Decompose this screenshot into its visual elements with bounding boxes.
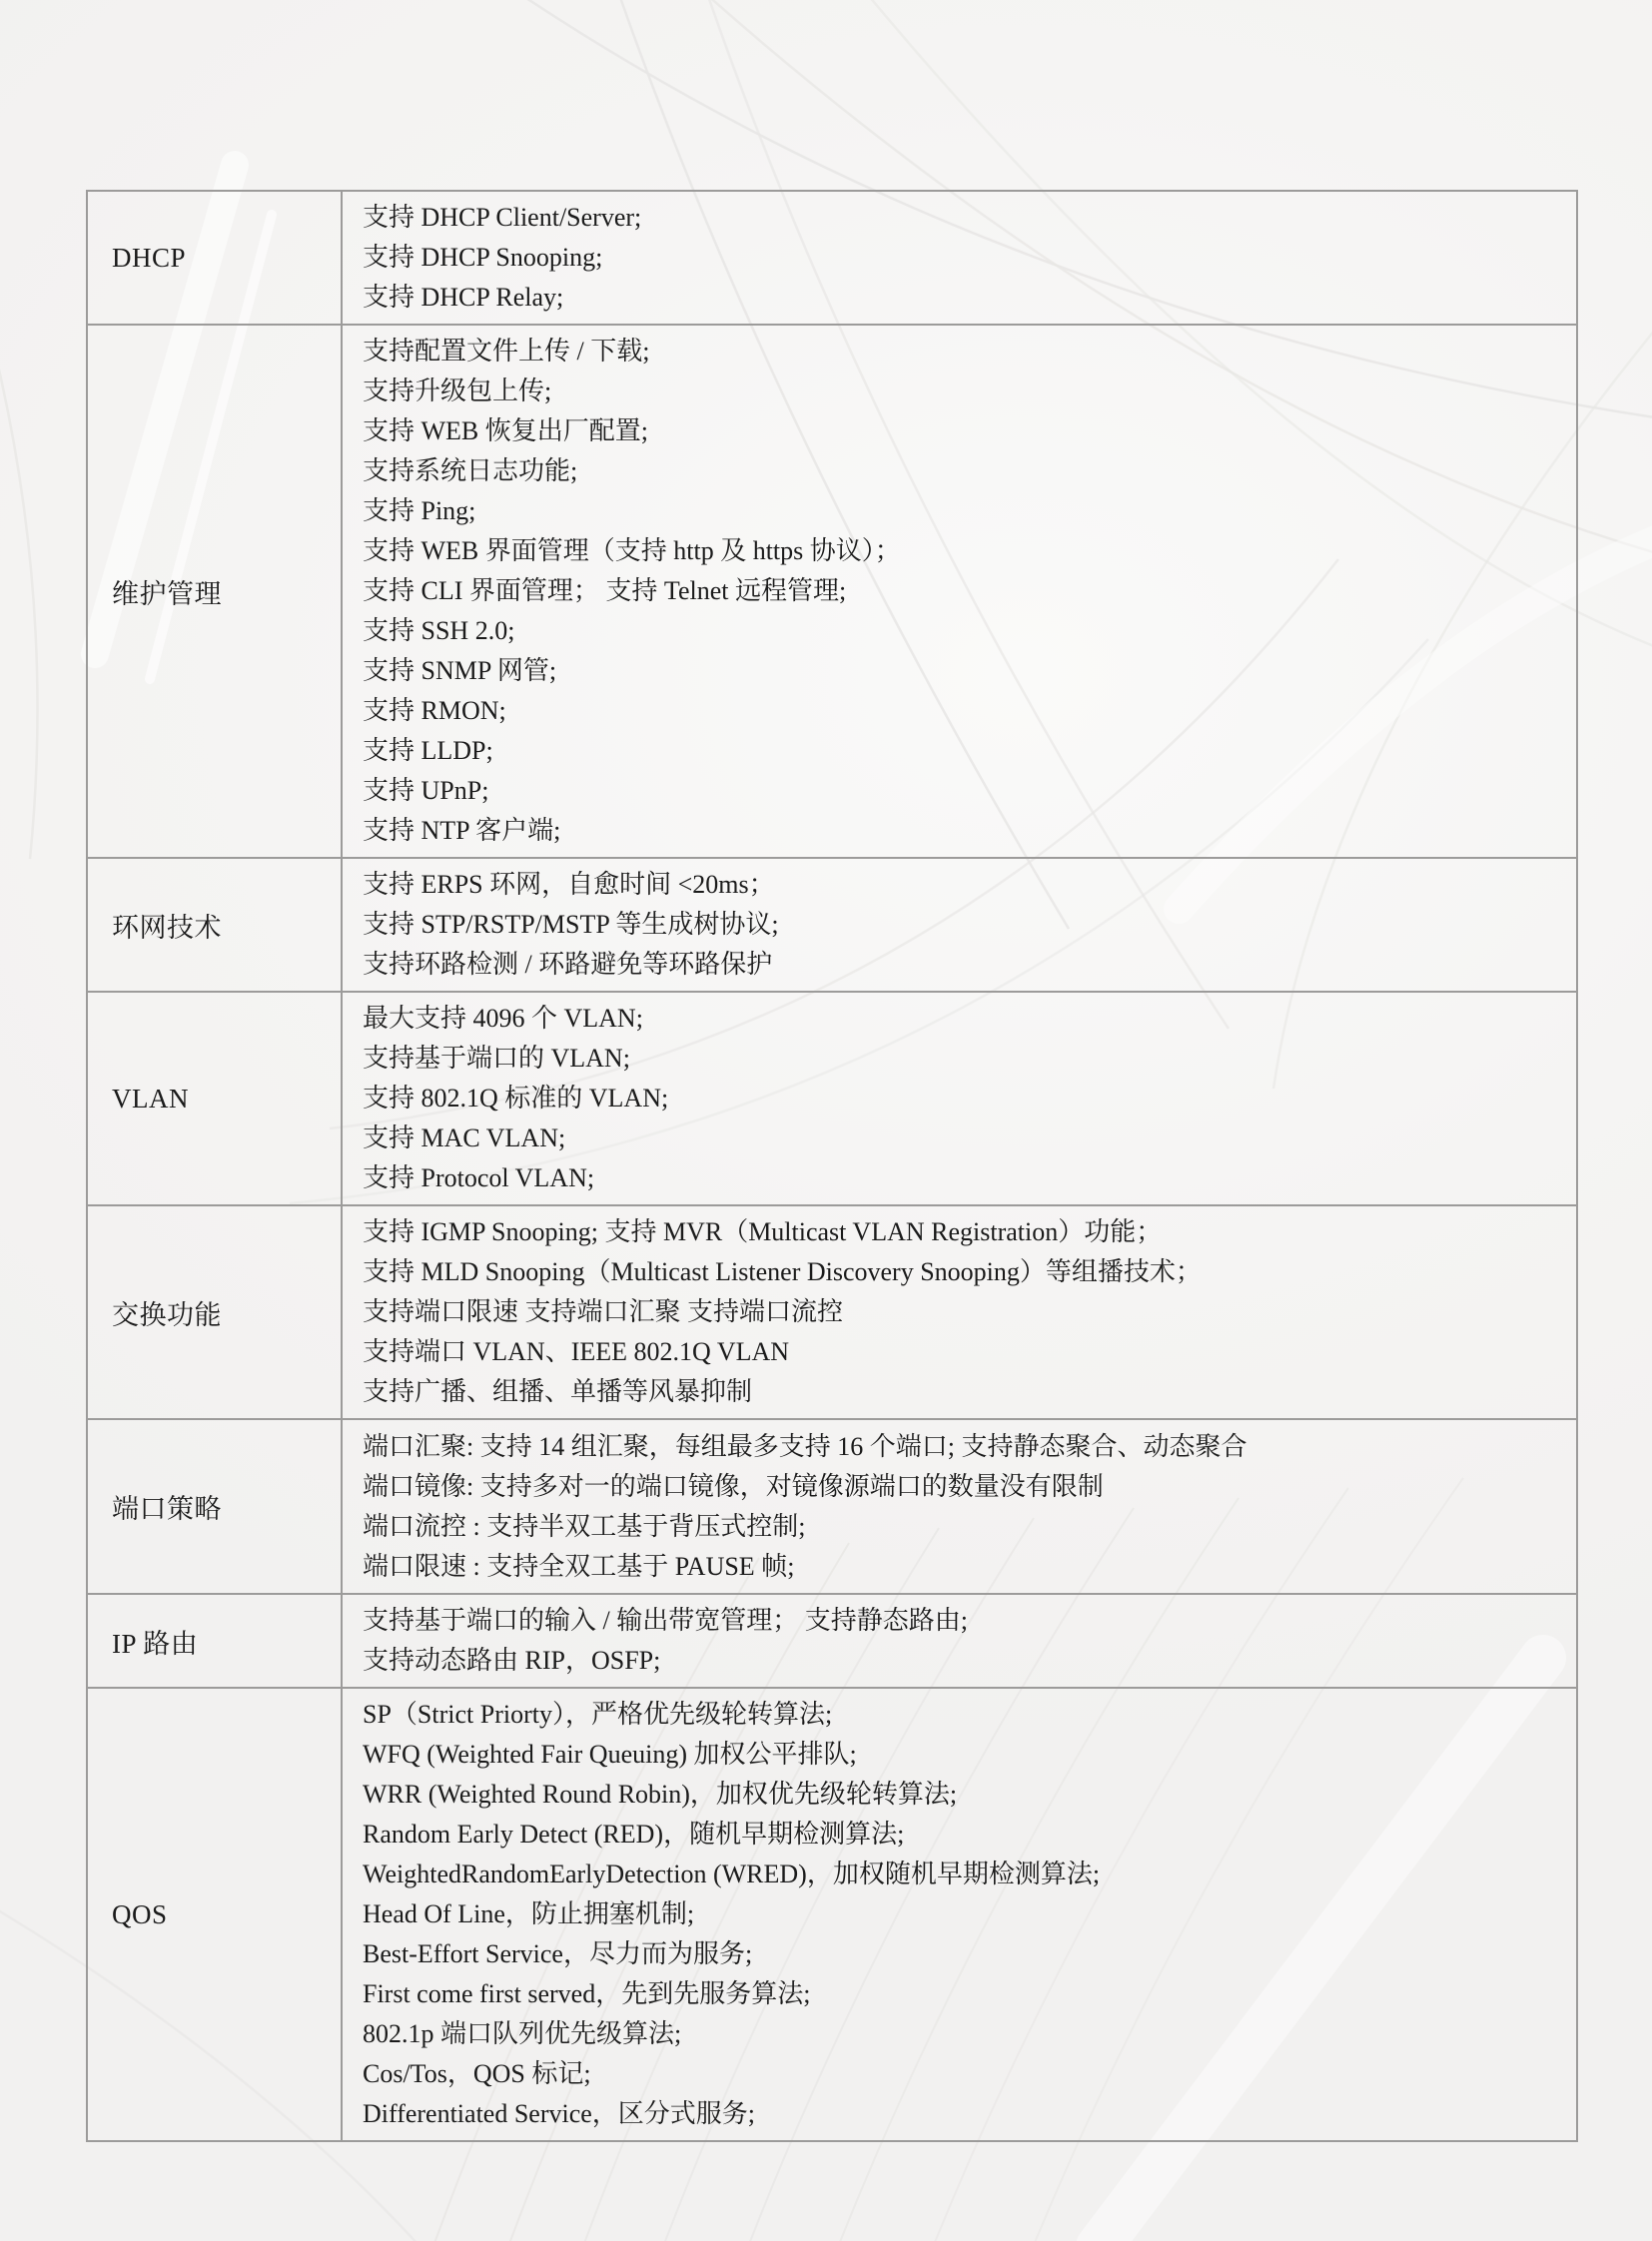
spec-line: 支持升级包上传; xyxy=(363,376,552,405)
row-label: 端口策略 xyxy=(87,1419,342,1594)
spec-line: 支持 Ping; xyxy=(363,496,476,525)
spec-line: 支持 WEB 界面管理（支持 http 及 https 协议）； xyxy=(363,536,901,565)
spec-line: 最大支持 4096 个 VLAN; xyxy=(363,1004,643,1033)
table-row xyxy=(87,1419,1577,1594)
spec-line: 支持 DHCP Client/Server; xyxy=(363,203,642,232)
spec-line: 端口流控 : 支持半双工基于背压式控制; xyxy=(363,1511,806,1541)
spec-line: SP（Strict Priorty），严格优先级轮转算法; xyxy=(363,1700,833,1729)
spec-line: WFQ (Weighted Fair Queuing) 加权公平排队; xyxy=(363,1740,857,1769)
spec-line: 支持 MLD Snooping（Multicast Listener Discovery Snooping）等组播技术； xyxy=(363,1257,1202,1286)
row-content xyxy=(342,1594,1577,1688)
spec-table xyxy=(86,190,1578,2142)
spec-line: Best-Effort Service，尽力而为服务; xyxy=(363,1939,753,1968)
spec-line: 802.1p 端口队列优先级算法; xyxy=(363,2019,682,2048)
spec-line: 端口汇聚: 支持 14 组汇聚，每组最多支持 16 个端口; 支持静态聚合、动态聚合 xyxy=(363,1431,1247,1461)
row-label: 交换功能 xyxy=(87,1205,342,1419)
spec-line: 支持 802.1Q 标准的 VLAN; xyxy=(363,1084,669,1113)
spec-line: 支持广播、组播、单播等风暴抑制 xyxy=(363,1377,753,1406)
spec-line: 支持 SSH 2.0; xyxy=(363,616,515,645)
spec-line: 支持 SNMP 网管; xyxy=(363,656,557,685)
spec-line: Random Early Detect (RED)，随机早期检测算法; xyxy=(363,1820,905,1849)
spec-line: WeightedRandomEarlyDetection (WRED)，加权随机早期检测算法; xyxy=(363,1860,1101,1888)
row-label: QOS xyxy=(87,1688,342,2141)
spec-line: 支持 NTP 客户端; xyxy=(363,816,561,845)
spec-line: 支持 IGMP Snooping; 支持 MVR（Multicast VLAN Registration）功能； xyxy=(363,1217,1163,1246)
row-label: 维护管理 xyxy=(87,325,342,858)
row-label: 环网技术 xyxy=(87,858,342,992)
spec-line: 支持 UPnP; xyxy=(363,776,489,805)
spec-line: 支持 DHCP Snooping; xyxy=(363,243,603,272)
spec-line: 支持配置文件上传 / 下载; xyxy=(363,337,650,366)
row-content xyxy=(342,191,1577,325)
row-content xyxy=(342,1419,1577,1594)
table-row xyxy=(87,191,1577,325)
spec-line: 支持 STP/RSTP/MSTP 等生成树协议; xyxy=(363,910,779,939)
spec-line: 支持系统日志功能; xyxy=(363,456,578,485)
row-content xyxy=(342,325,1577,858)
row-content xyxy=(342,992,1577,1205)
spec-line: 支持 Protocol VLAN; xyxy=(363,1163,595,1192)
spec-line: 端口限速 : 支持全双工基于 PAUSE 帧; xyxy=(363,1551,795,1581)
row-label: VLAN xyxy=(87,992,342,1205)
spec-line: WRR (Weighted Round Robin)，加权优先级轮转算法; xyxy=(363,1780,958,1809)
spec-line: 支持 CLI 界面管理； 支持 Telnet 远程管理; xyxy=(363,576,847,605)
spec-line: 支持端口限速 支持端口汇聚 支持端口流控 xyxy=(363,1297,844,1326)
table-row xyxy=(87,1688,1577,2141)
table-row xyxy=(87,992,1577,1205)
spec-line: 端口镜像: 支持多对一的端口镜像，对镜像源端口的数量没有限制 xyxy=(363,1471,1104,1501)
table-row xyxy=(87,858,1577,992)
spec-line: First come first served，先到先服务算法; xyxy=(363,1979,811,2008)
table-row xyxy=(87,1594,1577,1688)
spec-line: 支持动态路由 RIP，OSFP; xyxy=(363,1646,661,1675)
table-row xyxy=(87,325,1577,858)
row-content xyxy=(342,858,1577,992)
spec-line: 支持环路检测 / 环路避免等环路保护 xyxy=(363,950,773,979)
spec-line: 支持基于端口的输入 / 输出带宽管理； 支持静态路由; xyxy=(363,1606,968,1635)
spec-line: 支持 DHCP Relay; xyxy=(363,283,564,312)
spec-line: 支持 RMON; xyxy=(363,696,506,725)
spec-line: Head Of Line，防止拥塞机制; xyxy=(363,1899,695,1928)
spec-line: 支持 ERPS 环网，自愈时间 <20ms； xyxy=(363,870,775,899)
row-content xyxy=(342,1688,1577,2141)
spec-table-container xyxy=(86,190,1578,2142)
spec-line: 支持 MAC VLAN; xyxy=(363,1123,566,1152)
table-row xyxy=(87,1205,1577,1419)
spec-line: Differentiated Service，区分式服务; xyxy=(363,2099,756,2128)
spec-line: 支持 WEB 恢复出厂配置; xyxy=(363,416,648,445)
row-label: IP 路由 xyxy=(87,1594,342,1688)
spec-line: 支持 LLDP; xyxy=(363,736,493,765)
spec-line: 支持基于端口的 VLAN; xyxy=(363,1044,630,1073)
row-content xyxy=(342,1205,1577,1419)
spec-line: Cos/Tos，QOS 标记; xyxy=(363,2059,591,2088)
spec-line: 支持端口 VLAN、IEEE 802.1Q VLAN xyxy=(363,1337,790,1366)
row-label: DHCP xyxy=(87,191,342,325)
